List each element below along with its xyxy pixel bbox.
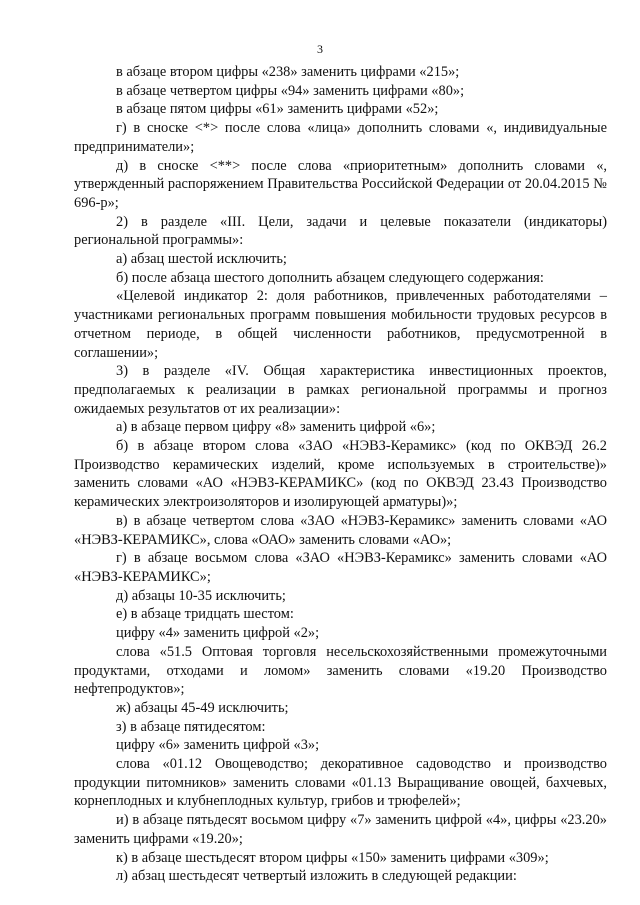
paragraph: з) в абзаце пятидесятом: — [116, 718, 266, 735]
paragraph: д) абзацы 10-35 исключить; — [116, 587, 286, 604]
paragraph: слова «01.12 Овощеводство; декоративное садоводство и производство продукции питомников» заменить словами «01.13 Выращивание овощей, бахчевых, корнеплодных и клубнеплодных культур, грибов и трюфелей»; — [74, 756, 607, 810]
paragraph: в абзаце втором цифры «238» заменить цифрами «215»; — [116, 64, 460, 80]
paragraph: б) после абзаца шестого дополнить абзацем следующего содержания: — [116, 269, 544, 286]
paragraph: в абзаце четвертом цифры «94» заменить цифрами «80»; — [116, 82, 465, 99]
paragraph: ж) абзацы 45-49 исключить; — [116, 699, 289, 716]
paragraph: б) в абзаце втором слова «ЗАО «НЭВЗ-Керамикс» (код по ОКВЭД 26.2 Производство керамических изделий, кроме используемых в строительстве)» заменить словами «АО «НЭВЗ-КЕРАМИКС» (код по ОКВЭД 23.43 Производство керамических электроизоляторов и изолирующей арматуры)»; — [74, 438, 607, 511]
document-body — [74, 63, 607, 886]
paragraph: в абзаце пятом цифры «61» заменить цифрами «52»; — [116, 101, 439, 118]
paragraph: 3) в разделе «IV. Общая характеристика инвестиционных проектов, предполагаемых к реализации в рамках региональной программы и прогноз ожидаемых результатов от их реализации»: — [74, 363, 607, 417]
paragraph: л) абзац шестьдесят четвертый изложить в следующей редакции: — [116, 868, 517, 885]
paragraph: а) в абзаце первом цифру «8» заменить цифрой «6»; — [116, 419, 436, 436]
paragraph: в) в абзаце четвертом слова «ЗАО «НЭВЗ-Керамикс» заменить словами «АО «НЭВЗ-КЕРАМИКС», слова «ОАО» заменить словами «АО»; — [74, 512, 607, 548]
paragraph: к) в абзаце шестьдесят втором цифры «150» заменить цифрами «309»; — [116, 849, 549, 866]
paragraph: «Целевой индикатор 2: доля работников, привлеченных работодателями – участниками региональных программ повышения мобильности трудовых ресурсов в отчетном периоде, в общей численности работников, предусмотренной в соглашении»; — [74, 288, 607, 361]
paragraph: слова «51.5 Оптовая торговля несельскохозяйственными промежуточными продуктами, отходами и ломом» заменить словами «19.20 Производство нефтепродуктов»; — [74, 643, 607, 698]
paragraph: 2) в разделе «III. Цели, задачи и целевые показатели (индикаторы) региональной программы»: — [74, 213, 607, 249]
paragraph: е) в абзаце тридцать шестом: — [116, 606, 294, 623]
paragraph: д) в сноске <**> после слова «приоритетным» дополнить словами «, утвержденный распоряжением Правительства Российской Федерации от 20.04.2015 № 696-р»; — [74, 157, 607, 211]
paragraph: а) абзац шестой исключить; — [116, 251, 287, 268]
paragraph: и) в абзаце пятьдесят восьмом цифру «7» заменить цифрой «4», цифры «23.20» заменить цифрами «19.20»; — [74, 812, 607, 847]
page-number: 3 — [317, 42, 323, 56]
paragraph: г) в абзаце восьмом слова «ЗАО «НЭВЗ-Керамикс» заменить словами «АО «НЭВЗ-КЕРАМИКС»; — [74, 550, 607, 585]
paragraph: цифру «4» заменить цифрой «2»; — [116, 625, 320, 642]
paragraph: г) в сноске <*> после слова «лица» дополнить словами «, индивидуальные предприниматели»; — [74, 120, 607, 155]
paragraph: цифру «6» заменить цифрой «3»; — [116, 737, 320, 754]
